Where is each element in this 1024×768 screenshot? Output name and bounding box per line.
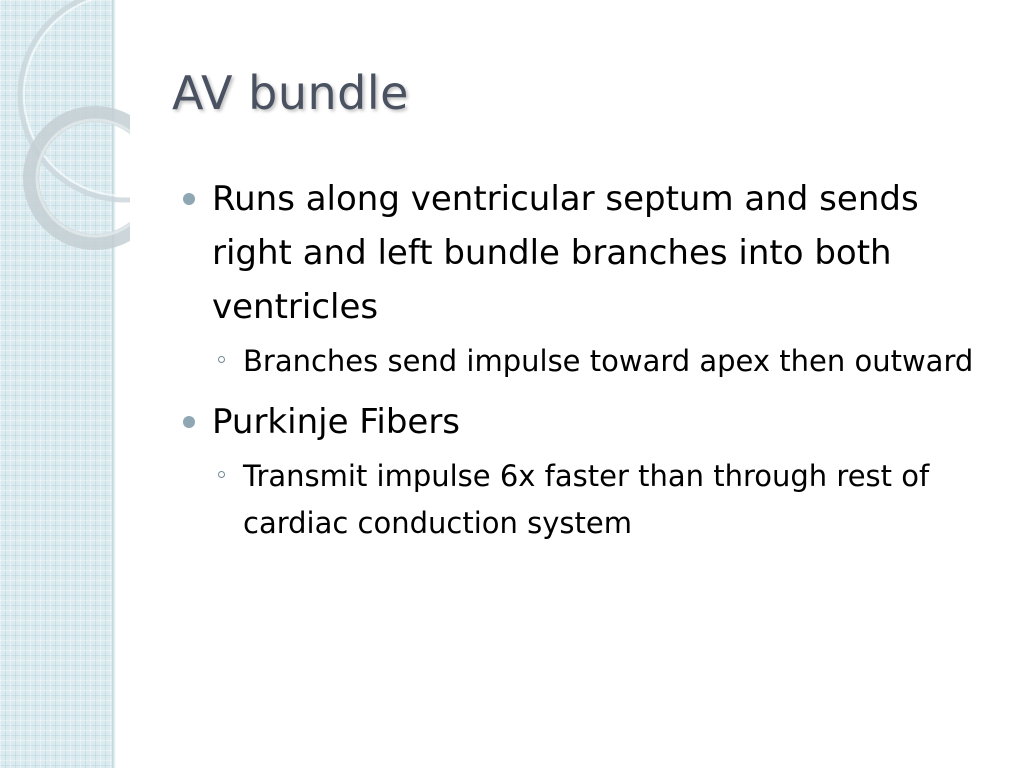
sub-bullet-ring-icon (218, 471, 225, 478)
decorative-rings-icon (0, 0, 130, 260)
sub-bullet-text: Transmit impulse 6x faster than through rest of cardiac conduction system (243, 459, 930, 540)
bullet-text: Runs along ventricular septum and sends right and left bundle branches into both ventricles (212, 179, 919, 327)
slide-title: AV bundle (172, 66, 409, 120)
bullet-item (180, 172, 980, 334)
sub-bullet-item (180, 338, 980, 385)
bullet-item (180, 395, 980, 449)
slide-body (180, 172, 980, 557)
sub-bullet-text: Branches send impulse toward apex then outward (243, 344, 974, 378)
bullet-text: Purkinje Fibers (212, 402, 461, 442)
bullet-dot-icon (183, 193, 195, 205)
sub-bullet-item (180, 453, 980, 547)
bullet-dot-icon (183, 416, 195, 428)
sub-bullet-ring-icon (218, 356, 225, 363)
